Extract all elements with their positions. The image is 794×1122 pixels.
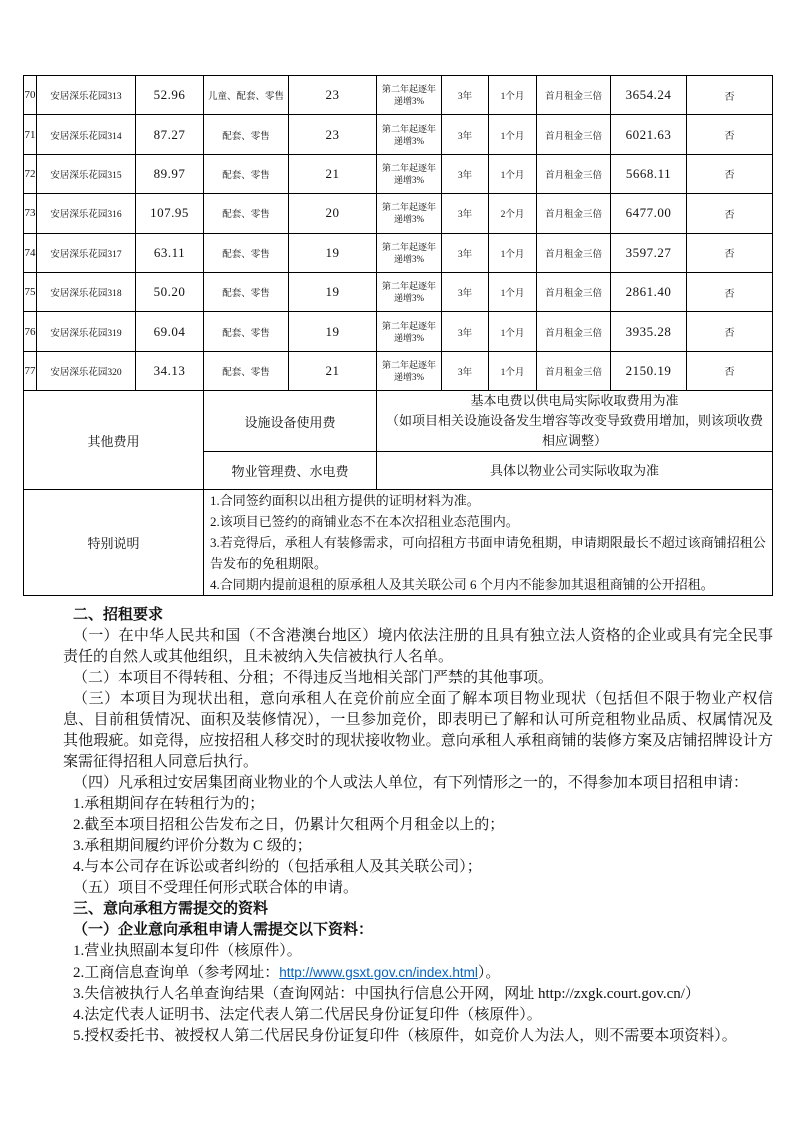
list-item: 3.承租期间履约评价分数为 C 级的； [73,838,312,854]
cell-deposit-amount: 6477.00 [611,194,687,233]
cell-shop-name: 安居深乐花园317 [37,233,136,272]
cell-deposit-rule: 首月租金三倍 [537,76,611,115]
cell-rent-free-period: 1个月 [489,154,537,193]
cell-joint-flag: 否 [687,115,773,154]
cell-deposit-amount: 3654.24 [611,76,687,115]
table-row [24,312,773,351]
cell-business-format: 配套、零售 [204,194,289,233]
cell-rent-increase: 第二年起逐年递增3% [377,272,442,311]
cell-shop-name: 安居深乐花园316 [37,194,136,233]
paragraph: （三）本项目为现状出租，意向承租人在竞价前应全面了解本项目物业现状（包括但不限于物业产权信息、目前租赁情况、面积及装修情况），一旦参加竞价，即表明已了解和认可所竞租物业品质、权属情况及其他瑕疵。如竞得，应按招租人移交时的现状接收物业。意向承租人承租商铺的装修方案及店铺招牌设计方案需征得招租人同意后执行。 [63,691,773,770]
list-item: 1.承租期间存在转租行为的； [73,796,265,812]
special-notes-row [24,490,773,596]
cell-row-number: 71 [24,115,37,154]
cell-lease-term: 3年 [442,312,489,351]
cell-rent-increase: 第二年起逐年递增3% [377,115,442,154]
cell-deposit-amount: 3935.28 [611,312,687,351]
cell-base-price: 21 [289,351,377,390]
cell-rent-increase: 第二年起逐年递增3% [377,76,442,115]
cell-area: 107.95 [136,194,204,233]
cell-deposit-rule: 首月租金三倍 [537,351,611,390]
cell-joint-flag: 否 [687,351,773,390]
other-fees-label: 其他费用 [24,391,204,490]
cell-row-number: 73 [24,194,37,233]
link-suffix-text: ）。 [477,965,501,981]
cell-rent-free-period: 1个月 [489,351,537,390]
cell-row-number: 74 [24,233,37,272]
cell-row-number: 75 [24,272,37,311]
section-heading-rental-requirements: 二、招租要求 [73,607,164,623]
cell-deposit-amount: 2861.40 [611,272,687,311]
subsection-heading-enterprise-documents: （一）企业意向承租申请人需提交以下资料： [73,922,374,938]
cell-deposit-rule: 首月租金三倍 [537,233,611,272]
table-row [24,76,773,115]
cell-rent-increase: 第二年起逐年递增3% [377,312,442,351]
list-item-with-link [63,962,773,984]
cell-deposit-amount: 6021.63 [611,115,687,154]
cell-deposit-rule: 首月租金三倍 [537,312,611,351]
cell-business-format: 配套、零售 [204,272,289,311]
cell-shop-name: 安居深乐花园318 [37,272,136,311]
cell-business-format: 配套、零售 [204,233,289,272]
cell-joint-flag: 否 [687,154,773,193]
cell-deposit-amount: 5668.11 [611,154,687,193]
special-note-item: 2.该项目已签约的商铺业态不在本次招租业态范围内。 [210,514,519,530]
special-note-item: 4.合同期内提前退租的原承租人及其关联公司 6 个月内不能参加其退租商铺的公开招租。 [210,577,714,593]
cell-lease-term: 3年 [442,115,489,154]
cell-base-price: 19 [289,272,377,311]
cell-joint-flag: 否 [687,312,773,351]
fee-desc-line: 基本电费以供电局实际收取费用为准 [470,393,679,409]
fee-desc-equipment [377,391,773,452]
fee-desc-line: （如项目相关设施设备发生增容等改变导致费用增加，则该项收费相应调整） [385,413,763,449]
cell-business-format: 配套、零售 [204,351,289,390]
cell-rent-free-period: 1个月 [489,233,537,272]
fee-name-equipment: 设施设备使用费 [204,391,377,452]
cell-business-format: 配套、零售 [204,154,289,193]
cell-base-price: 23 [289,76,377,115]
cell-deposit-amount: 3597.27 [611,233,687,272]
cell-base-price: 19 [289,233,377,272]
cell-area: 63.11 [136,233,204,272]
cell-row-number: 77 [24,351,37,390]
cell-rent-free-period: 1个月 [489,115,537,154]
cell-shop-name: 安居深乐花园320 [37,351,136,390]
fee-desc-property: 具体以物业公司实际收取为准 [377,452,773,490]
table-row [24,154,773,193]
paragraph: （四）凡承租过安居集团商业物业的个人或法人单位，有下列情形之一的，不得参加本项目招租申请： [73,775,749,791]
paragraph: （一）在中华人民共和国（不含港澳台地区）境内依法注册的且具有独立法人资格的企业或具有完全民事责任的自然人或其他组织，且未被纳入失信被执行人名单。 [63,628,773,665]
section-heading-required-documents: 三、意向承租方需提交的资料 [73,901,269,917]
cell-rent-increase: 第二年起逐年递增3% [377,233,442,272]
cell-shop-name: 安居深乐花园313 [37,76,136,115]
cell-lease-term: 3年 [442,76,489,115]
other-fees-row-1 [24,391,773,452]
cell-business-format: 儿童、配套、零售 [204,76,289,115]
cell-deposit-rule: 首月租金三倍 [537,272,611,311]
cell-rent-increase: 第二年起逐年递增3% [377,194,442,233]
cell-base-price: 21 [289,154,377,193]
list-item: 1.营业执照副本复印件（核原件）。 [73,943,302,959]
cell-joint-flag: 否 [687,272,773,311]
cell-deposit-rule: 首月租金三倍 [537,194,611,233]
document-body-text [63,605,773,1047]
cell-rent-free-period: 1个月 [489,76,537,115]
cell-area: 50.20 [136,272,204,311]
cell-deposit-rule: 首月租金三倍 [537,115,611,154]
link-prefix-text: 2.工商信息查询单（参考网址： [73,965,280,981]
cell-area: 87.27 [136,115,204,154]
cell-row-number: 76 [24,312,37,351]
cell-joint-flag: 否 [687,233,773,272]
cell-lease-term: 3年 [442,351,489,390]
cell-area: 69.04 [136,312,204,351]
cell-joint-flag: 否 [687,76,773,115]
list-item: 2.截至本项目招租公告发布之日，仍累计欠租两个月租金以上的； [73,817,505,833]
cell-shop-name: 安居深乐花园319 [37,312,136,351]
cell-lease-term: 3年 [442,194,489,233]
list-item: 3.失信被执行人名单查询结果（查询网站：中国执行信息公开网，网址 http://zxgk.court.gov.cn/） [73,986,700,1002]
cell-base-price: 23 [289,115,377,154]
table-row [24,233,773,272]
cell-deposit-rule: 首月租金三倍 [537,154,611,193]
list-item: 4.法定代表人证明书、法定代表人第二代居民身份证复印件（核原件）。 [73,1007,542,1023]
cell-shop-name: 安居深乐花园315 [37,154,136,193]
cell-joint-flag: 否 [687,194,773,233]
table-row [24,115,773,154]
paragraph: （五）项目不受理任何形式联合体的申请。 [73,880,359,896]
cell-rent-free-period: 1个月 [489,272,537,311]
cell-lease-term: 3年 [442,154,489,193]
cell-row-number: 70 [24,76,37,115]
cell-area: 34.13 [136,351,204,390]
cell-deposit-amount: 2150.19 [611,351,687,390]
cell-rent-free-period: 1个月 [489,312,537,351]
special-note-item: 3.若竞得后，承租人有装修需求，可向招租方书面申请免租期，申请期限最长不超过该商铺招租公告发布的免租期限。 [210,535,766,572]
cell-lease-term: 3年 [442,233,489,272]
special-notes-content [204,490,773,596]
cell-business-format: 配套、零售 [204,312,289,351]
cell-area: 52.96 [136,76,204,115]
cell-business-format: 配套、零售 [204,115,289,154]
gsxt-hyperlink[interactable]: http://www.gsxt.gov.cn/index.html [279,965,478,980]
table-row [24,351,773,390]
cell-row-number: 72 [24,154,37,193]
paragraph: （二）本项目不得转租、分租；不得违反当地相关部门严禁的其他事项。 [73,670,554,686]
cell-base-price: 19 [289,312,377,351]
cell-lease-term: 3年 [442,272,489,311]
table-row [24,272,773,311]
fee-name-property: 物业管理费、水电费 [204,452,377,490]
list-item: 4.与本公司存在诉讼或者纠纷的（包括承租人及其关联公司）； [73,859,482,875]
cell-area: 89.97 [136,154,204,193]
special-notes-label: 特别说明 [24,490,204,596]
cell-base-price: 20 [289,194,377,233]
cell-shop-name: 安居深乐花园314 [37,115,136,154]
rental-listing-table [23,75,773,596]
cell-rent-free-period: 2个月 [489,194,537,233]
cell-rent-increase: 第二年起逐年递增3% [377,351,442,390]
cell-rent-increase: 第二年起逐年递增3% [377,154,442,193]
special-note-item: 1.合同签约面积以出租方提供的证明材料为准。 [210,493,480,509]
list-item: 5.授权委托书、被授权人第二代居民身份证复印件（核原件，如竞价人为法人，则不需要本项资料）。 [73,1028,737,1044]
table-row [24,194,773,233]
